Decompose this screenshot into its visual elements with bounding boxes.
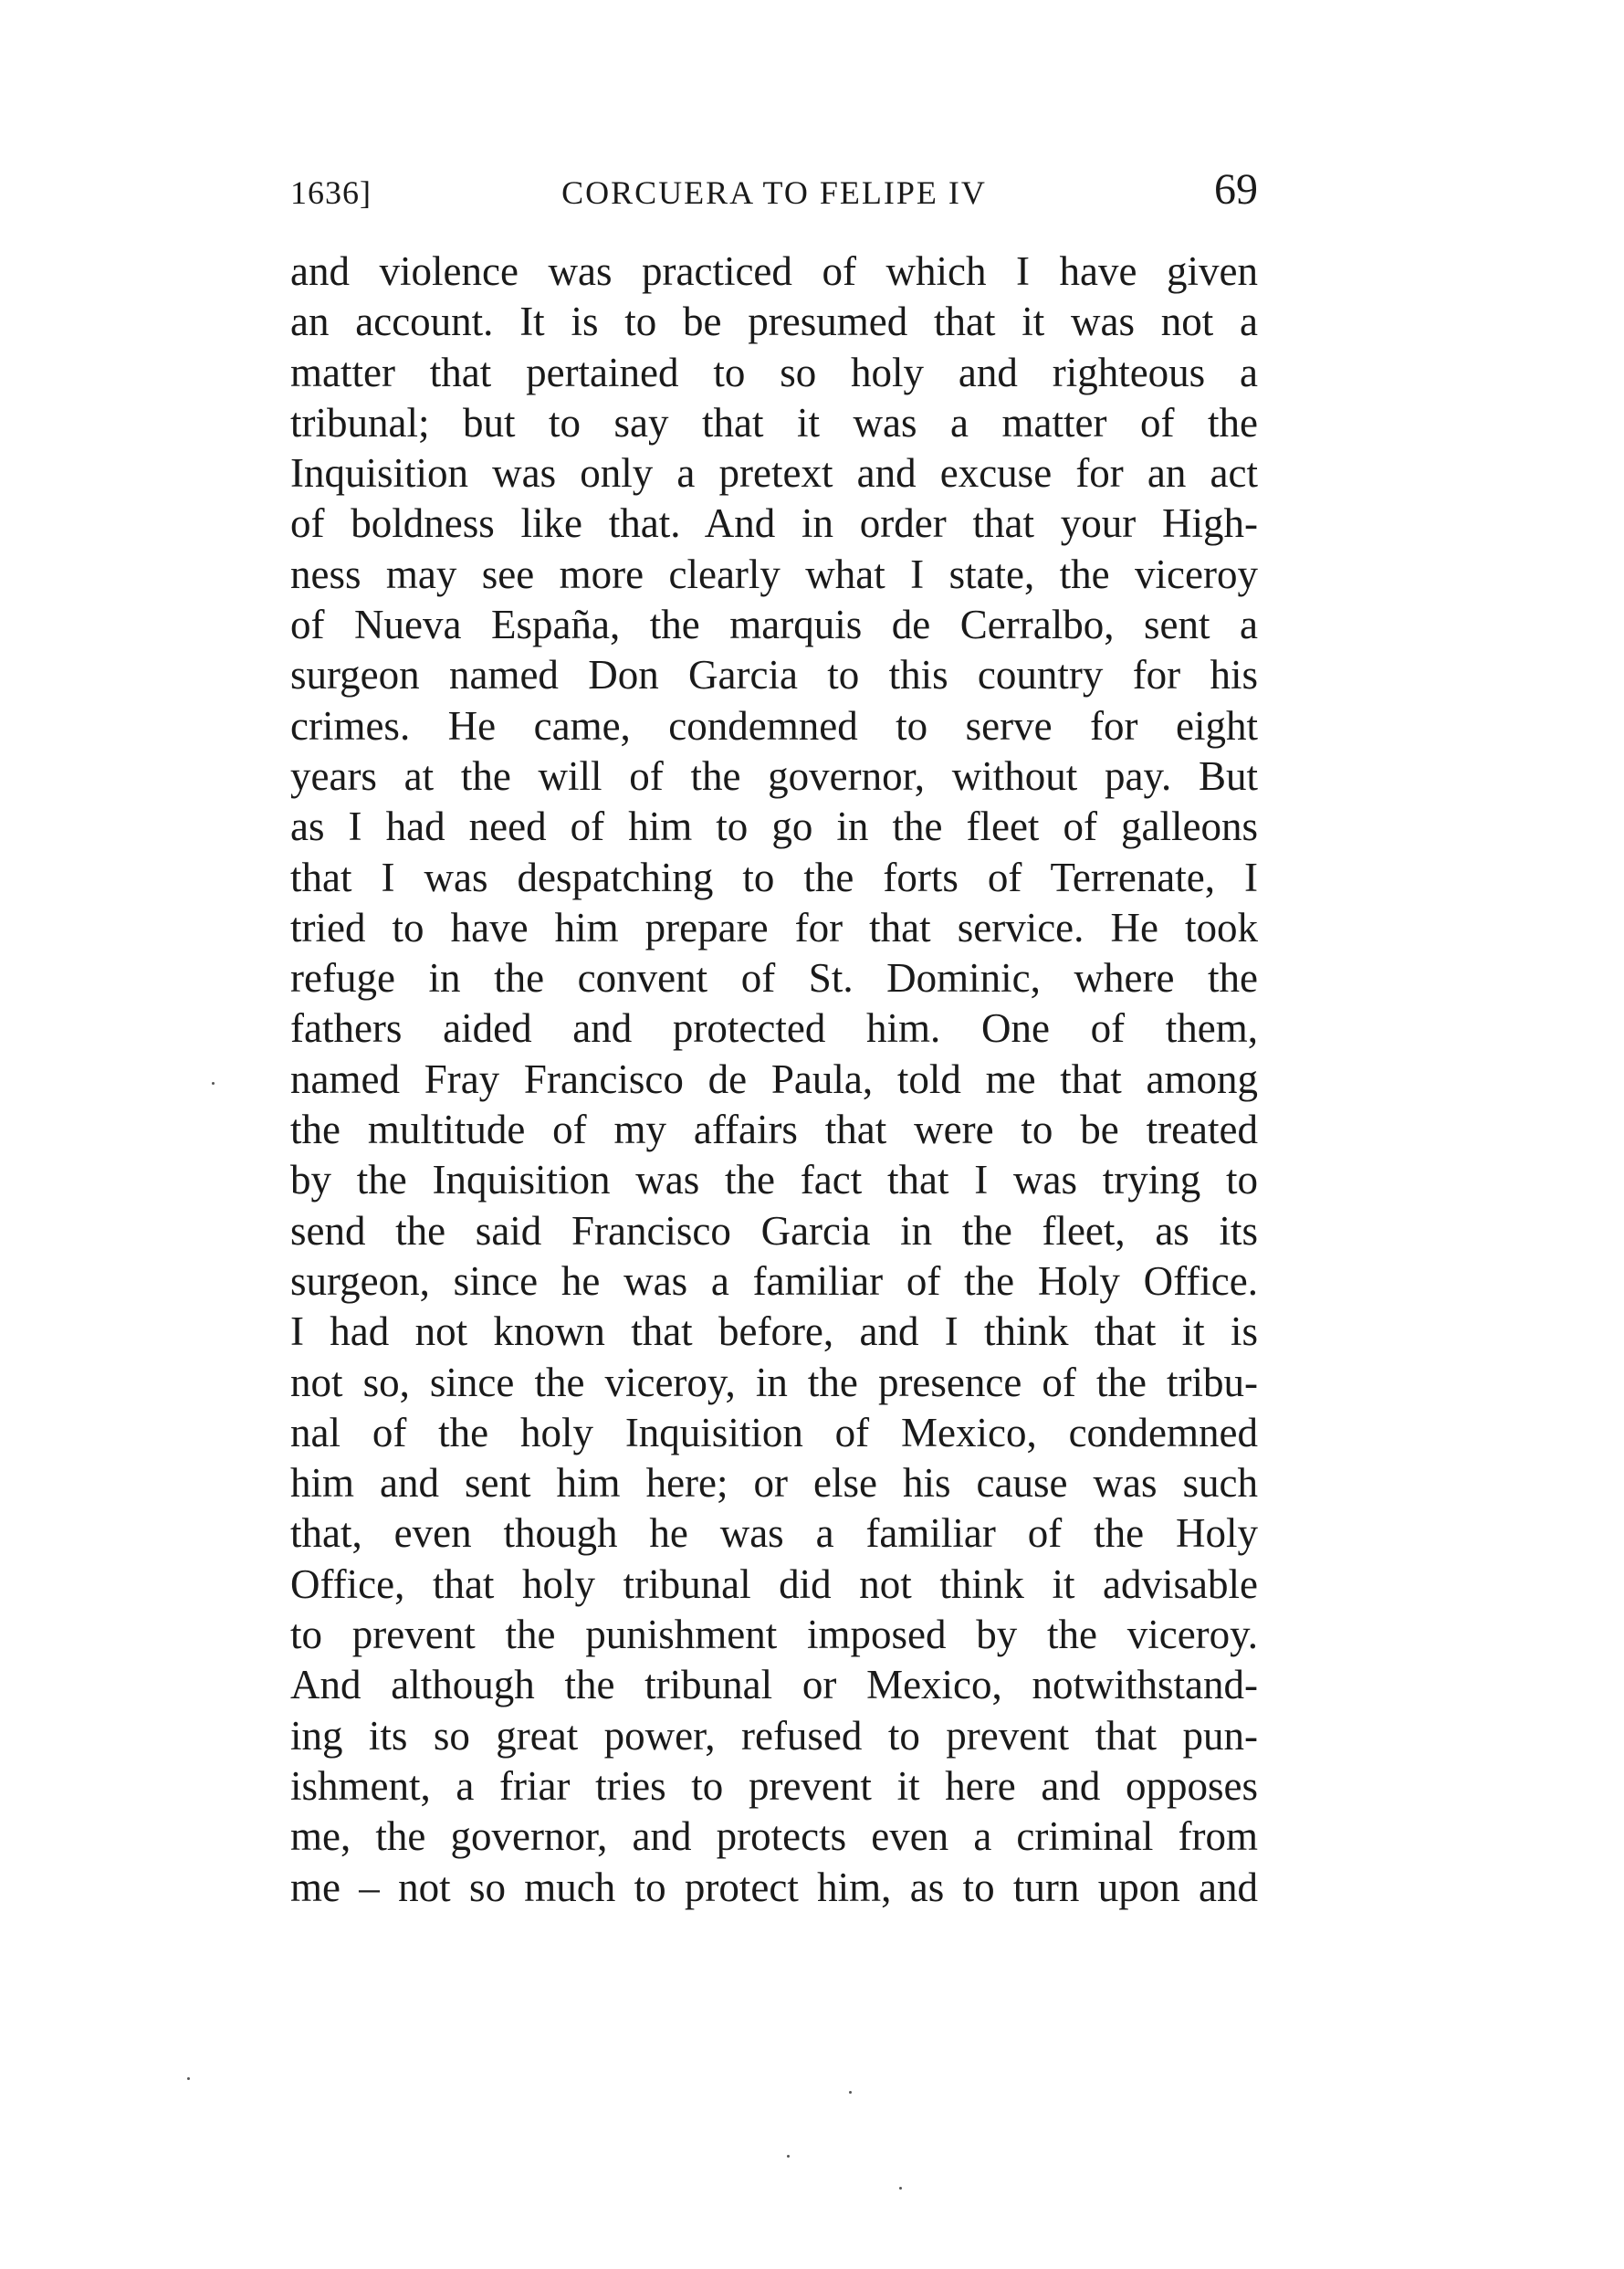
text-line: send the said Francisco Garcia in the fleet, as its [290,1207,1258,1254]
scan-speck [787,2155,790,2158]
text-line: that, even though he was a familiar of the Holy [290,1510,1258,1557]
text-line: crimes. He came, condemned to serve for eight [290,702,1258,749]
header-title: CORCUERA TO FELIPE IV [561,174,987,211]
scan-speck [212,1082,215,1085]
text-line: named Fray Francisco de Paula, told me that among [290,1056,1258,1102]
text-line: And although the tribunal or Mexico, notwithstand- [290,1662,1258,1708]
text-line: an account. It is to be presumed that it was not a [290,299,1258,345]
text-line: years at the will of the governor, without pay. But [290,752,1258,799]
text-line: tried to have him prepare for that service. He took [290,904,1258,951]
text-line: ness may see more clearly what I state, the viceroy [290,551,1258,597]
text-line: I had not known that before, and I think that it is [290,1308,1258,1355]
text-line: Inquisition was only a pretext and excuse for an act [290,450,1258,497]
text-line: of boldness like that. And in order that your High- [290,500,1258,547]
text-line: refuge in the convent of St. Dominic, where the [290,955,1258,1002]
text-line: me, the governor, and protects even a criminal from [290,1813,1258,1860]
text-line: surgeon, since he was a familiar of the Holy Office. [290,1257,1258,1304]
scan-speck [849,2091,852,2094]
text-line: by the Inquisition was the fact that I was trying to [290,1157,1258,1203]
running-head [290,164,1258,219]
text-line: tribunal; but to say that it was a matter of the [290,399,1258,446]
text-line: surgeon named Don Garcia to this country for his [290,652,1258,699]
text-line: him and sent him here; or else his cause was such [290,1460,1258,1507]
body-text [290,247,1258,1913]
text-line: the multitude of my affairs that were to be treated [290,1107,1258,1153]
text-line: Office, that holy tribunal did not think it advisable [290,1560,1258,1607]
scan-speck [899,2187,902,2190]
text-line: me – not so much to protect him, as to turn upon and [290,1864,1258,1910]
text-line: and violence was practiced of which I have given [290,248,1258,294]
text-line: fathers aided and protected him. One of them, [290,1005,1258,1052]
text-line: that I was despatching to the forts of Terrenate, I [290,854,1258,900]
text-line: ing its so great power, refused to prevent that pun- [290,1712,1258,1759]
text-line: matter that pertained to so holy and righteous a [290,349,1258,395]
text-line: ishment, a friar tries to prevent it here and opposes [290,1762,1258,1809]
text-line: to prevent the punishment imposed by the viceroy. [290,1612,1258,1658]
header-year: 1636] [290,174,372,211]
text-line: not so, since the viceroy, in the presence of the tribu- [290,1359,1258,1405]
text-line: of Nueva España, the marquis de Cerralbo, sent a [290,602,1258,648]
scan-speck [187,2077,190,2080]
text-line: as I had need of him to go in the fleet of galleons [290,804,1258,850]
page-number: 69 [1214,165,1258,214]
text-line: nal of the holy Inquisition of Mexico, condemned [290,1409,1258,1455]
